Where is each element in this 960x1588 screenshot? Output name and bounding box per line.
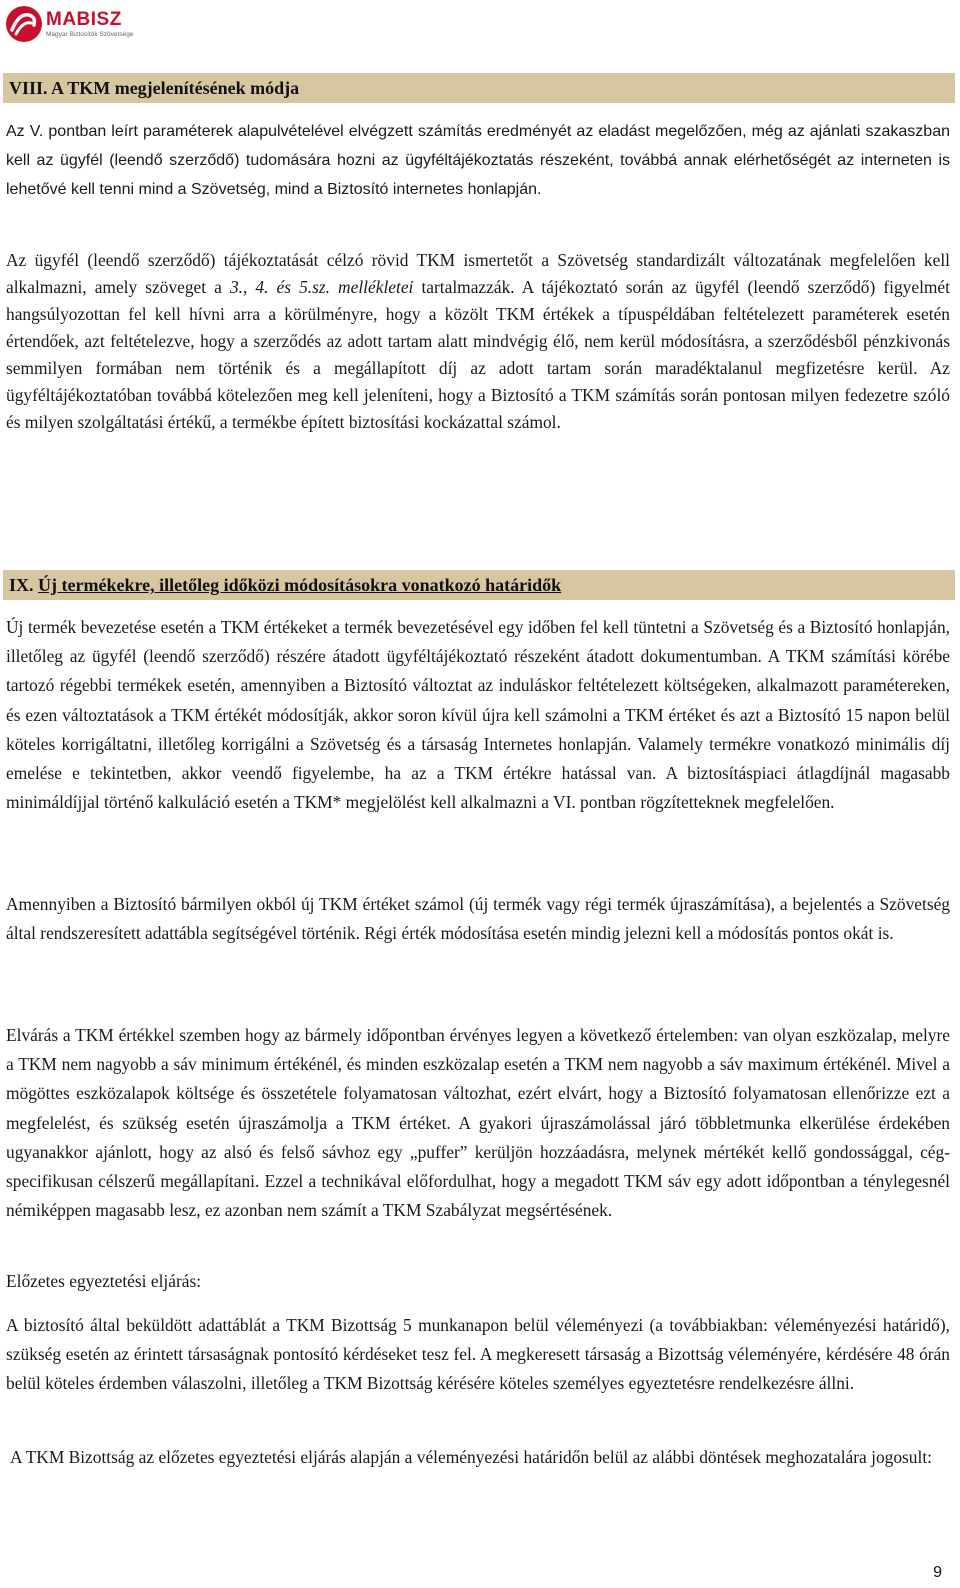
section-8-paragraph-2 <box>6 247 950 436</box>
logo-tagline: Magyar Biztosítók Szövetsége <box>46 30 134 38</box>
mabisz-logo <box>5 4 133 44</box>
page-number: 9 <box>933 1564 942 1581</box>
section-9-number: IX. <box>9 575 34 595</box>
section-9-paragraph-4: Előzetes egyeztetési eljárás: <box>6 1271 202 1291</box>
paragraph-2-text-b: tartalmazzák. A tájékoztató során az ügyfél (leendő szerződő) figyelmét hangsúlyozottan fel kell hívni arra a körülményre, hogy a közölt TKM értékek a típuspéldában feltételezett paraméterek esetén értendőek, azt feltételezve, hogy a szerződés az adott tartam alatt mindvégig élő, nem kerül módosításra, a szerződésből pénzkivonás semmilyen formában nem történik és a megállapított díj az adott tartam során maradéktalanul megfizetésre kerül. Az ügyféltájékoztatóban továbbá kötelezően meg kell jeleníteni, hogy a Biztosító a TKM számítás során pontosan milyen fedezetre szóló és milyen szolgáltatási értékű, a termékbe épített biztosítási kockázattal számol. <box>6 277 950 432</box>
annex-reference: 3., 4. és 5.sz. mellékletei <box>229 277 414 297</box>
section-9-paragraph-1: Új termék bevezetése esetén a TKM értékeket a termék bevezetésével egy időben fel kell tüntetni a Szövetség és a Biztosító honlapján, illetőleg az ügyfél (leendő szerződő) részére átadott ügyféltájékoztató részeként átadott dokumentumban. A TKM számítási körébe tartozó régebbi termékek esetén, amennyiben a Biztosító változtat az induláskor feltételezett költségeken, alkalmazott paramétereken, és ezen változtatások a TKM értékét módosítják, akkor soron kívül újra kell számolni a TKM értéket és azt a Biztosító 15 napon belül köteles korrigáltatni, illetőleg korrigálni a Szövetség és a társaság Internetes honlapján. Valamely termékre vonatkozó minimális díj emelése e tekintetben, akkor veendő figyelembe, ha az a TKM értékre hatással van. A biztosításpiaci átlagdíjnál magasabb minimáldíjjal történő kalkuláció esetén a TKM* megjelölést kell alkalmazni a VI. pontban rögzítetteknek megfelelően. <box>6 617 950 813</box>
section-9-header <box>3 570 955 600</box>
section-9-title <box>9 575 561 596</box>
section-9-paragraph-6: A TKM Bizottság az előzetes egyeztetési eljárás alapján a véleményezési határidőn belül az alábbi döntések meghozatalára jogosult: <box>10 1447 932 1467</box>
section-9-paragraph-2: Amennyiben a Biztosító bármilyen okból új TKM értéket számol (új termék vagy régi termék újraszámítása), a bejelentés a Szövetség által rendszeresített adattábla segítségével történik. Régi érték módosítása esetén mindig jelezni kell a módosítás pontos okát is. <box>6 894 950 944</box>
section-9-paragraph-3: Elvárás a TKM értékkel szemben hogy az bármely időpontban érvényes legyen a következő értelemben: van olyan eszközalap, melyre a TKM nem nagyobb a sáv minimum értékénél, és minden eszközalap esetén a TKM nem nagyobb a sáv maximum értékénél. Mivel a mögöttes eszközalapok költsége és összetétele folyamatosan változhat, ezért elvárt, hogy a Biztosító folyamatosan ellenőrizze ezt a megfelelést, és szükség esetén újraszámolja a TKM értéket. A gyakori újraszámolással járó többletmunka elkerülése érdekében ugyanakkor ajánlott, hogy az alsó és felső sávhoz egy „puffer” kerüljön hozzáadásra, melynek mértékét kellő gondossággal, cég-specifikusan célszerű megállapítani. Ezzel a technikával előfordulhat, hogy a megadott TKM sáv egy adott időpontban a ténylegesnél némiképpen magasabb lesz, ez azonban nem számít a TKM Szabályzat megsértésének. <box>6 1025 950 1221</box>
mabisz-logo-icon <box>5 5 43 43</box>
section-8-title: VIII. A TKM megjelenítésének módja <box>9 78 300 98</box>
section-8-header <box>3 73 955 103</box>
paragraph-2-text-a: Az ügyfél (leendő szerződő) tájékoztatását célzó rövid TKM ismertetőt a Szövetség standardizált változatának megfelelően kell alkalmazni, amely szöveget a <box>6 250 950 297</box>
logo-name: MABISZ <box>46 8 122 30</box>
section-8-paragraph-1: Az V. pontban leírt paraméterek alapulvételével elvégzett számítás eredményét az eladást megelőzően, még az ajánlati szakaszban kell az ügyfél (leendő szerződő) tudomására hozni az ügyféltájékoztatás részeként, továbbá annak elérhetőségét az interneten is lehetővé kell tenni mind a Szövetség, mind a Biztosító internetes honlapján. <box>6 123 950 198</box>
section-9-title-text: Új termékekre, illetőleg időközi módosításokra vonatkozó határidők <box>38 575 562 595</box>
section-9-paragraph-5: A biztosító által beküldött adattáblát a TKM Bizottság 5 munkanapon belül véleményezi (a továbbiakban: véleményezési határidő), szükség esetén az érintett társaságnak pontosító kérdéseket tesz fel. A megkeresett társaság a Bizottság véleményére, kérdésére 48 órán belül köteles érdemben válaszolni, illetőleg a TKM Bizottság kérésére köteles személyes egyeztetésre rendelkezésre állni. <box>6 1315 950 1394</box>
